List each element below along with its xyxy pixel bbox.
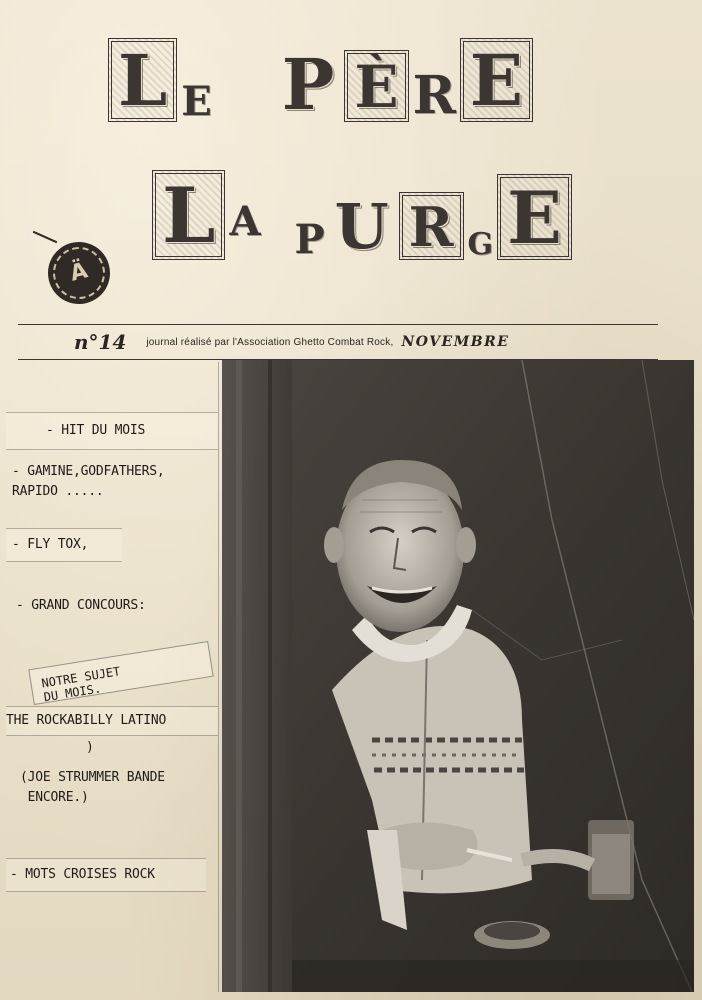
contents-item: - GRAND CONCOURS: xyxy=(16,598,146,613)
info-strip xyxy=(18,324,658,360)
contents-item: THE ROCKABILLY LATINO xyxy=(6,706,218,736)
contents-item: NOTRE SUJET DU MOIS. xyxy=(40,664,122,705)
masthead-letter: L xyxy=(152,170,225,260)
masthead-letter: R xyxy=(399,192,464,260)
masthead-letter: R xyxy=(412,65,456,126)
masthead-letter: A xyxy=(229,198,261,245)
contents-column xyxy=(6,362,219,992)
contents-item: - MOTS CROISES ROCK xyxy=(6,858,206,892)
pasted-slip xyxy=(28,641,213,705)
contents-item: ) xyxy=(86,740,94,755)
cover-photo-art xyxy=(222,360,694,992)
publisher-line: journal réalisé par l'Association Ghetto Combat Rock, xyxy=(146,336,394,348)
masthead-letter: U xyxy=(334,190,389,263)
masthead-letter: G xyxy=(467,227,494,262)
masthead-letter: È xyxy=(344,50,408,122)
cover-photo xyxy=(222,360,694,992)
masthead-letter: E xyxy=(181,78,212,125)
masthead-letter: P xyxy=(294,216,325,263)
masthead-word-la xyxy=(152,170,264,260)
masthead-word-le xyxy=(108,38,216,125)
masthead-letter: E xyxy=(497,174,572,260)
contents-item: - GAMINE,GODFATHERS, RAPIDO ..... xyxy=(12,464,165,499)
issue-number: n°14 xyxy=(74,330,127,354)
stamp-mark: Ä xyxy=(67,258,91,287)
contents-item: - HIT DU MOIS xyxy=(6,412,218,450)
masthead-line-1 xyxy=(108,38,567,126)
stamp-fuse xyxy=(33,231,58,243)
contents-item: (JOE STRUMMER BANDE ENCORE.) xyxy=(20,770,165,805)
masthead-word-purge xyxy=(294,174,576,263)
masthead-letter: L xyxy=(108,38,177,122)
ghetto-stamp-logo xyxy=(41,235,116,310)
masthead-word-pere xyxy=(276,38,537,126)
contents-item: - FLY TOX, xyxy=(6,528,122,562)
stamp-ring xyxy=(47,241,110,304)
masthead-letter: E xyxy=(460,38,533,122)
masthead-letter: P xyxy=(281,43,335,126)
issue-month: NOVEMBRE xyxy=(401,334,510,350)
masthead-line-2 xyxy=(152,170,606,263)
